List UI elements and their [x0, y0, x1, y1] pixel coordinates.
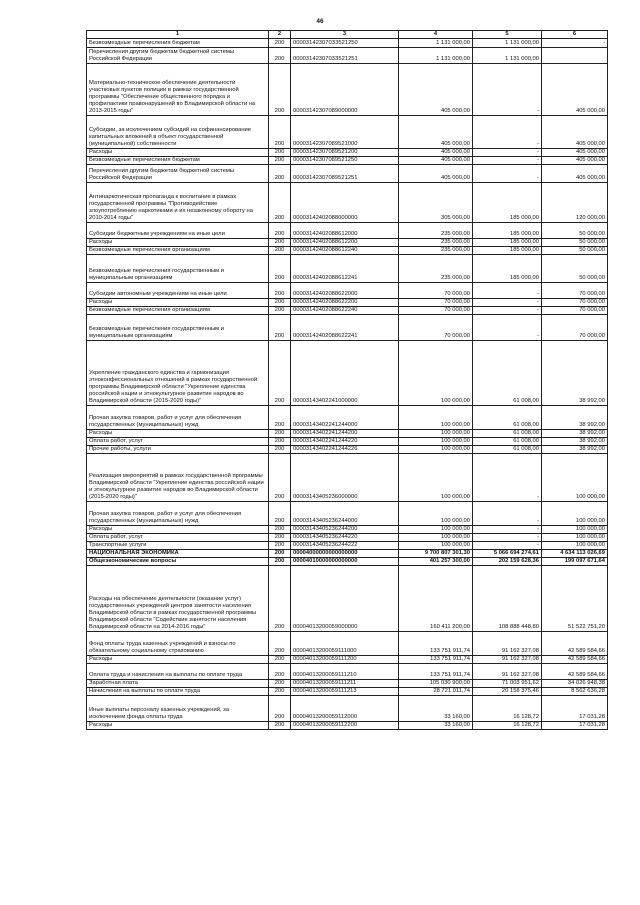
row-unexecuted-amount-cell: -: [542, 39, 608, 48]
row-unexecuted-amount-cell: 70 000,00: [542, 307, 608, 315]
row-name-cell: Субсидии бюджетным учреждениям на иные цели: [87, 223, 269, 239]
column-header-3: 3: [291, 31, 399, 39]
row-name-cell: Расходы: [87, 526, 269, 534]
row-unexecuted-amount-cell: 42 589 584,66: [542, 664, 608, 680]
row-approved-amount-cell: 405 000,00: [399, 157, 473, 165]
row-classification-code-cell: 00003142402088612240: [291, 247, 399, 255]
table-row: [87, 438, 608, 446]
row-line-code-cell: 200: [269, 430, 291, 438]
table-row: [87, 299, 608, 307]
row-unexecuted-amount-cell: 70 000,00: [542, 283, 608, 299]
table-row: [87, 255, 608, 283]
table-row: [87, 454, 608, 502]
row-approved-amount-cell: 33 160,00: [399, 722, 473, 730]
row-unexecuted-amount-cell: 100 000,00: [542, 502, 608, 526]
table-row: [87, 664, 608, 680]
column-header-1: 1: [87, 31, 269, 39]
row-name-cell: Расходы: [87, 299, 269, 307]
row-classification-code-cell: 00003142307089000000: [291, 64, 399, 116]
row-name-cell: Субсидии автономным учреждениям на иные цели: [87, 283, 269, 299]
row-classification-code-cell: 00003142402088622000: [291, 283, 399, 299]
row-approved-amount-cell: 405 000,00: [399, 64, 473, 116]
row-unexecuted-amount-cell: 405 000,00: [542, 64, 608, 116]
row-line-code-cell: 200: [269, 183, 291, 223]
row-executed-amount-cell: -: [473, 116, 542, 149]
row-approved-amount-cell: 100 000,00: [399, 526, 473, 534]
row-approved-amount-cell: 70 000,00: [399, 315, 473, 341]
row-executed-amount-cell: -: [473, 454, 542, 502]
page-number: 46: [316, 18, 324, 25]
row-classification-code-cell: 00003142307089521200: [291, 149, 399, 157]
row-unexecuted-amount-cell: 405 000,00: [542, 116, 608, 149]
row-approved-amount-cell: 1 131 000,00: [399, 39, 473, 48]
row-name-cell: Прочие работы, услуги: [87, 446, 269, 454]
table-row: [87, 223, 608, 239]
row-classification-code-cell: 00003142402088000000: [291, 183, 399, 223]
row-unexecuted-amount-cell: 42 589 584,66: [542, 632, 608, 656]
table-row: [87, 680, 608, 688]
row-executed-amount-cell: 20 158 375,46: [473, 688, 542, 696]
row-executed-amount-cell: 91 162 327,08: [473, 664, 542, 680]
row-executed-amount-cell: -: [473, 283, 542, 299]
row-executed-amount-cell: -: [473, 165, 542, 183]
row-unexecuted-amount-cell: 42 589 584,66: [542, 656, 608, 664]
row-unexecuted-amount-cell: 50 000,00: [542, 223, 608, 239]
table-row: [87, 183, 608, 223]
row-name-cell: Расходы: [87, 656, 269, 664]
row-name-cell: Прочая закупка товаров, работ и услуг для обеспечения государственных (муниципальных) нужд: [87, 502, 269, 526]
row-line-code-cell: 200: [269, 149, 291, 157]
column-header-5: 5: [473, 31, 542, 39]
row-line-code-cell: 200: [269, 502, 291, 526]
row-line-code-cell: 200: [269, 526, 291, 534]
row-executed-amount-cell: -: [473, 64, 542, 116]
row-approved-amount-cell: 1 131 000,00: [399, 48, 473, 64]
row-classification-code-cell: 00003142402088622240: [291, 307, 399, 315]
row-line-code-cell: 200: [269, 566, 291, 632]
row-approved-amount-cell: 105 030 900,00: [399, 680, 473, 688]
row-unexecuted-amount-cell: 38 992,00: [542, 446, 608, 454]
row-line-code-cell: 200: [269, 632, 291, 656]
row-approved-amount-cell: 235 000,00: [399, 223, 473, 239]
row-unexecuted-amount-cell: 50 000,00: [542, 255, 608, 283]
row-executed-amount-cell: 16 128,72: [473, 696, 542, 722]
column-header-4: 4: [399, 31, 473, 39]
row-unexecuted-amount-cell: 38 992,00: [542, 341, 608, 406]
row-approved-amount-cell: 100 000,00: [399, 341, 473, 406]
row-line-code-cell: 200: [269, 39, 291, 48]
table-row: [87, 446, 608, 454]
row-approved-amount-cell: 33 160,00: [399, 696, 473, 722]
table-row: [87, 550, 608, 558]
row-name-cell: Заработная плата: [87, 680, 269, 688]
row-classification-code-cell: 00003143402241244200: [291, 430, 399, 438]
table-row: [87, 534, 608, 542]
row-line-code-cell: 200: [269, 64, 291, 116]
row-classification-code-cell: 0000314230703З521251: [291, 48, 399, 64]
row-executed-amount-cell: -: [473, 526, 542, 534]
row-approved-amount-cell: 70 000,00: [399, 307, 473, 315]
table-row: [87, 283, 608, 299]
row-classification-code-cell: 00004013200059111211: [291, 680, 399, 688]
row-executed-amount-cell: 108 888 448,80: [473, 566, 542, 632]
row-name-cell: Прочая закупка товаров, работ и услуг для обеспечения государственных (муниципальных) нужд: [87, 406, 269, 430]
row-executed-amount-cell: -: [473, 315, 542, 341]
row-line-code-cell: 200: [269, 307, 291, 315]
row-line-code-cell: 200: [269, 438, 291, 446]
row-name-cell: НАЦИОНАЛЬНАЯ ЭКОНОМИКА: [87, 550, 269, 558]
row-executed-amount-cell: 1 131 000,00: [473, 39, 542, 48]
row-classification-code-cell: 00003143402241244000: [291, 406, 399, 430]
row-approved-amount-cell: 133 751 911,74: [399, 632, 473, 656]
table-row: [87, 247, 608, 255]
row-name-cell: Иные выплаты персоналу казенных учреждений, за исключением фонда оплаты труда: [87, 696, 269, 722]
row-line-code-cell: 200: [269, 550, 291, 558]
row-executed-amount-cell: 71 003 951,62: [473, 680, 542, 688]
row-classification-code-cell: 00003143405236000000: [291, 454, 399, 502]
row-classification-code-cell: 00003142402088612000: [291, 223, 399, 239]
row-line-code-cell: 200: [269, 454, 291, 502]
row-unexecuted-amount-cell: 405 000,00: [542, 165, 608, 183]
row-name-cell: Перечисления другим бюджетам бюджетной системы Российской Федерации: [87, 165, 269, 183]
table-row: [87, 39, 608, 48]
row-approved-amount-cell: 235 000,00: [399, 239, 473, 247]
table-row: [87, 239, 608, 247]
row-classification-code-cell: 00004013200059111213: [291, 688, 399, 696]
row-executed-amount-cell: 61 008,00: [473, 446, 542, 454]
row-classification-code-cell: 00003142402088612241: [291, 255, 399, 283]
row-name-cell: Фонд оплаты труда казенных учреждений и взносы по обязательному социальному страхованию: [87, 632, 269, 656]
table-row: [87, 157, 608, 165]
row-classification-code-cell: 00004013200059111200: [291, 656, 399, 664]
row-line-code-cell: 200: [269, 558, 291, 566]
row-executed-amount-cell: 61 008,00: [473, 438, 542, 446]
row-line-code-cell: 200: [269, 341, 291, 406]
row-line-code-cell: 200: [269, 247, 291, 255]
row-classification-code-cell: 00003142307089521250: [291, 157, 399, 165]
row-executed-amount-cell: -: [473, 534, 542, 542]
row-approved-amount-cell: 100 000,00: [399, 438, 473, 446]
row-classification-code-cell: 00003143402241244220: [291, 438, 399, 446]
row-name-cell: Безвозмездные перечисления организациям: [87, 247, 269, 255]
table-row: [87, 566, 608, 632]
row-unexecuted-amount-cell: 17 031,28: [542, 696, 608, 722]
row-classification-code-cell: 000031423070З3521250: [291, 39, 399, 48]
table-row: [87, 64, 608, 116]
row-unexecuted-amount-cell: 70 000,00: [542, 299, 608, 307]
row-name-cell: Расходы на обеспечение деятельности (оказание услуг) государственных учреждений центров занятости населения Владимирской области в рамках государственной программы Владимирской области "Содействие занятости населения Владимирской области на 2014-2016 годы": [87, 566, 269, 632]
row-name-cell: Оплата работ, услуг: [87, 438, 269, 446]
row-approved-amount-cell: 100 000,00: [399, 534, 473, 542]
row-executed-amount-cell: -: [473, 542, 542, 550]
row-name-cell: Укрепление гражданского единства и гармонизация этноконфессиональных отношений в рамках государственной программы Владимирской области "Укрепление единства российской нации и этнокультурное развитие народов во Владимирской области (2015-2020 годы)": [87, 341, 269, 406]
row-classification-code-cell: 00004013200059111000: [291, 632, 399, 656]
row-classification-code-cell: 00003143405236244220: [291, 534, 399, 542]
row-unexecuted-amount-cell: 38 992,00: [542, 430, 608, 438]
row-approved-amount-cell: 235 000,00: [399, 247, 473, 255]
row-unexecuted-amount-cell: [542, 48, 608, 64]
row-classification-code-cell: 00003143402241244226: [291, 446, 399, 454]
row-line-code-cell: 200: [269, 315, 291, 341]
row-approved-amount-cell: 405 000,00: [399, 165, 473, 183]
table-row: [87, 165, 608, 183]
row-approved-amount-cell: 100 000,00: [399, 430, 473, 438]
row-executed-amount-cell: -: [473, 502, 542, 526]
row-line-code-cell: 200: [269, 116, 291, 149]
row-unexecuted-amount-cell: 8 562 636,28: [542, 688, 608, 696]
table-row: [87, 542, 608, 550]
row-executed-amount-cell: -: [473, 299, 542, 307]
row-name-cell: Начисления на выплаты по оплате труда: [87, 688, 269, 696]
row-line-code-cell: 200: [269, 406, 291, 430]
row-unexecuted-amount-cell: 120 000,00: [542, 183, 608, 223]
row-approved-amount-cell: 70 000,00: [399, 283, 473, 299]
table-row: [87, 558, 608, 566]
row-classification-code-cell: 00003142307089521000: [291, 116, 399, 149]
row-executed-amount-cell: 1 131 000,00: [473, 48, 542, 64]
row-name-cell: Расходы: [87, 239, 269, 247]
row-approved-amount-cell: 405 000,00: [399, 149, 473, 157]
row-executed-amount-cell: 61 008,00: [473, 341, 542, 406]
table-row: [87, 526, 608, 534]
row-name-cell: Безвозмездные перечисления государственным и муниципальным организациям: [87, 255, 269, 283]
row-approved-amount-cell: 133 751 911,74: [399, 656, 473, 664]
row-approved-amount-cell: 100 000,00: [399, 446, 473, 454]
row-unexecuted-amount-cell: 70 000,00: [542, 315, 608, 341]
row-name-cell: Безвозмездные перечисления бюджетам: [87, 157, 269, 165]
table-row: [87, 656, 608, 664]
row-executed-amount-cell: 185 000,00: [473, 239, 542, 247]
row-classification-code-cell: 00003142402088622241: [291, 315, 399, 341]
table-row: [87, 430, 608, 438]
row-unexecuted-amount-cell: 199 097 671,64: [542, 558, 608, 566]
table-row: [87, 116, 608, 149]
row-classification-code-cell: 00003143405236244200: [291, 526, 399, 534]
row-unexecuted-amount-cell: 34 026 948,38: [542, 680, 608, 688]
row-classification-code-cell: 00004010000000000000: [291, 558, 399, 566]
row-line-code-cell: 200: [269, 534, 291, 542]
row-unexecuted-amount-cell: 38 992,00: [542, 438, 608, 446]
row-approved-amount-cell: 305 000,00: [399, 183, 473, 223]
row-executed-amount-cell: 91 162 327,08: [473, 632, 542, 656]
row-line-code-cell: 200: [269, 688, 291, 696]
row-classification-code-cell: 00003142307089521251: [291, 165, 399, 183]
row-classification-code-cell: 00003142402088622200: [291, 299, 399, 307]
row-executed-amount-cell: -: [473, 157, 542, 165]
row-line-code-cell: 200: [269, 664, 291, 680]
row-line-code-cell: 200: [269, 165, 291, 183]
row-executed-amount-cell: 61 008,00: [473, 430, 542, 438]
row-classification-code-cell: 00003143405236244000: [291, 502, 399, 526]
row-classification-code-cell: 00004013200059000000: [291, 566, 399, 632]
table-row: [87, 722, 608, 730]
row-name-cell: Безвозмездные перечисления государственным и муниципальным организациям: [87, 315, 269, 341]
row-classification-code-cell: 00004013200059111210: [291, 664, 399, 680]
row-line-code-cell: 200: [269, 223, 291, 239]
row-unexecuted-amount-cell: 50 000,00: [542, 247, 608, 255]
row-unexecuted-amount-cell: 38 992,00: [542, 406, 608, 430]
table-row: [87, 315, 608, 341]
table-row: [87, 307, 608, 315]
row-approved-amount-cell: 133 751 911,74: [399, 664, 473, 680]
row-approved-amount-cell: 235 000,00: [399, 255, 473, 283]
table-row: [87, 632, 608, 656]
row-executed-amount-cell: -: [473, 149, 542, 157]
row-unexecuted-amount-cell: 51 522 751,20: [542, 566, 608, 632]
row-executed-amount-cell: 91 162 327,08: [473, 656, 542, 664]
row-executed-amount-cell: 185 000,00: [473, 247, 542, 255]
row-unexecuted-amount-cell: 17 031,28: [542, 722, 608, 730]
row-line-code-cell: 200: [269, 48, 291, 64]
row-approved-amount-cell: 160 411 200,00: [399, 566, 473, 632]
row-approved-amount-cell: 100 000,00: [399, 502, 473, 526]
row-unexecuted-amount-cell: 50 000,00: [542, 239, 608, 247]
row-classification-code-cell: 00004000000000000000: [291, 550, 399, 558]
table-row: [87, 406, 608, 430]
row-line-code-cell: 200: [269, 283, 291, 299]
row-name-cell: Общеэкономические вопросы: [87, 558, 269, 566]
table-row: [87, 696, 608, 722]
row-name-cell: Безвозмездные перечисления бюджетам: [87, 39, 269, 48]
row-line-code-cell: 200: [269, 680, 291, 688]
row-name-cell: Безвозмездные перечисления организациям: [87, 307, 269, 315]
row-unexecuted-amount-cell: 405 000,00: [542, 157, 608, 165]
row-name-cell: Материально-техническое обеспечение деятельности участковых пунктов полиции в рамках государственной программы "Обеспечение общественного порядка и профилактики правонарушений во Владимирской области на 2013-2015 годы": [87, 64, 269, 116]
row-line-code-cell: 200: [269, 542, 291, 550]
column-header-6: 6: [542, 31, 608, 39]
row-unexecuted-amount-cell: 405 000,00: [542, 149, 608, 157]
row-executed-amount-cell: 5 066 694 274,61: [473, 550, 542, 558]
row-approved-amount-cell: 28 721 011,74: [399, 688, 473, 696]
row-executed-amount-cell: 185 000,00: [473, 255, 542, 283]
row-unexecuted-amount-cell: 100 000,00: [542, 542, 608, 550]
row-name-cell: Расходы: [87, 722, 269, 730]
row-executed-amount-cell: 61 008,00: [473, 406, 542, 430]
table-body: [87, 39, 608, 730]
row-name-cell: Расходы: [87, 430, 269, 438]
row-name-cell: Транспортные услуги: [87, 542, 269, 550]
row-line-code-cell: 200: [269, 446, 291, 454]
row-name-cell: Оплата работ, услуг: [87, 534, 269, 542]
row-approved-amount-cell: 405 000,00: [399, 116, 473, 149]
row-name-cell: Субсидии, за исключением субсидий на софинансирование капитальных вложений в объект государственной (муниципальной) собственности: [87, 116, 269, 149]
table-row: [87, 688, 608, 696]
row-classification-code-cell: 00003143402241000000: [291, 341, 399, 406]
row-approved-amount-cell: 100 000,00: [399, 406, 473, 430]
row-approved-amount-cell: 100 000,00: [399, 542, 473, 550]
row-line-code-cell: 200: [269, 299, 291, 307]
row-approved-amount-cell: 100 000,00: [399, 454, 473, 502]
row-executed-amount-cell: -: [473, 307, 542, 315]
row-classification-code-cell: 00003143405236244222: [291, 542, 399, 550]
table-row: [87, 48, 608, 64]
row-classification-code-cell: 00003142402088612200: [291, 239, 399, 247]
row-line-code-cell: 200: [269, 722, 291, 730]
table-row: [87, 149, 608, 157]
row-unexecuted-amount-cell: 100 000,00: [542, 534, 608, 542]
row-line-code-cell: 200: [269, 239, 291, 247]
row-name-cell: Реализация мероприятий в рамках государственной программы Владимирской области "Укрепление единства российской нации и этнокультурное развитие народов во Владимирской области (2015-2020 годы)": [87, 454, 269, 502]
table-row: [87, 502, 608, 526]
budget-table: [86, 30, 608, 730]
row-executed-amount-cell: 16 128,72: [473, 722, 542, 730]
row-line-code-cell: 200: [269, 656, 291, 664]
row-approved-amount-cell: 401 257 300,00: [399, 558, 473, 566]
row-name-cell: Антинаркотическая пропаганда к воспитание в рамках государственной программы "Противодействие злоупотреблению наркотиками и их незаконному обороту на 2010-2014 годы": [87, 183, 269, 223]
row-executed-amount-cell: 185 000,00: [473, 183, 542, 223]
table-row: [87, 341, 608, 406]
row-classification-code-cell: 00004013200059112200: [291, 722, 399, 730]
row-unexecuted-amount-cell: 4 634 113 026,69: [542, 550, 608, 558]
row-line-code-cell: 200: [269, 696, 291, 722]
row-line-code-cell: 200: [269, 255, 291, 283]
row-name-cell: Расходы: [87, 149, 269, 157]
row-executed-amount-cell: 185 000,00: [473, 223, 542, 239]
row-classification-code-cell: 00004013200059112000: [291, 696, 399, 722]
row-name-cell: Оплата труда и начисления на выплаты по оплате труда: [87, 664, 269, 680]
row-unexecuted-amount-cell: 100 000,00: [542, 454, 608, 502]
row-name-cell: Перечисления другим бюджетам бюджетной системы Российской Федерации: [87, 48, 269, 64]
row-line-code-cell: 200: [269, 157, 291, 165]
column-header-2: 2: [269, 31, 291, 39]
row-unexecuted-amount-cell: 100 000,00: [542, 526, 608, 534]
row-approved-amount-cell: 9 700 807 301,30: [399, 550, 473, 558]
table-header-row: [87, 31, 608, 39]
row-executed-amount-cell: 202 159 628,36: [473, 558, 542, 566]
row-approved-amount-cell: 70 000,00: [399, 299, 473, 307]
